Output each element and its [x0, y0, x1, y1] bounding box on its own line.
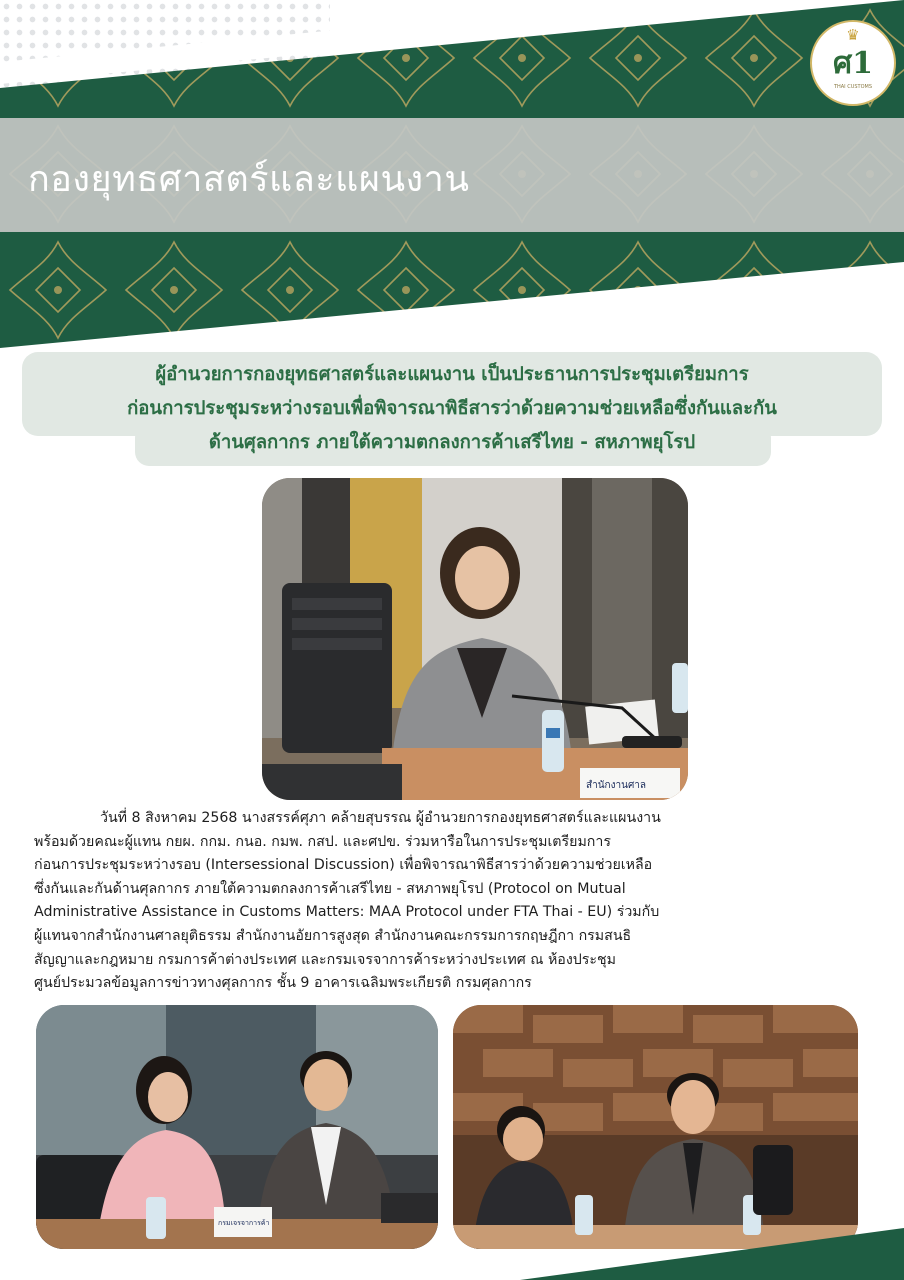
- thai-customs-logo: [810, 20, 896, 106]
- headline-line-1: ผู้อำนวยการกองยุทธศาสตร์และแผนงาน เป็นประธานการประชุมเตรียมการ: [155, 364, 749, 385]
- body-line-4: ซึ่งกันและกันด้านศุลกากร ภายใต้ความตกลงการค้าเสรีไทย - สหภาพยุโรป (Protocol on Mutual: [34, 880, 626, 897]
- crown-icon: ♛: [846, 26, 860, 44]
- body-line-7: สัญญาและกฎหมาย กรมการค้าต่างประเทศ และกรมเจรจาการค้าระหว่างประเทศ ณ ห้องประชุม: [34, 951, 616, 968]
- department-title: กองยุทธศาสตร์และแผนงาน: [28, 159, 470, 200]
- logo-mark: ศ1: [833, 46, 873, 81]
- body-line-5: Administrative Assistance in Customs Matters: MAA Protocol under FTA Thai - EU) ร่วมกับ: [34, 904, 660, 921]
- logo-text: THAI CUSTOMS: [833, 84, 873, 90]
- body-line-8: ศูนย์ประมวลข้อมูลการข่าวทางศุลกากร ชั้น 9 อาคารเฉลิมพระเกียรติ กรมศุลกากร: [34, 975, 532, 992]
- body-line-1: วันที่ 8 สิงหาคม 2568 นางสรรค์ศุภา คล้ายสุบรรณ ผู้อำนวยการกองยุทธศาสตร์และแผนงาน: [100, 810, 661, 826]
- body-line-6: ผู้แทนจากสำนักงานศาลยุติธรรม สำนักงานอัยการสูงสุด สำนักงานคณะกรรมการกฤษฎีกา กรมสนธิ: [34, 927, 632, 944]
- headline: [22, 358, 882, 460]
- headline-line-2: ก่อนการประชุมระหว่างรอบเพื่อพิจารณาพิธีสารว่าด้วยความช่วยเหลือซึ่งกันและกัน: [127, 398, 777, 419]
- main-meeting-photo: [262, 478, 688, 800]
- body-line-3: ก่อนการประชุมระหว่างรอบ (Intersessional Discussion) เพื่อพิจารณาพิธีสารว่าด้วยความช่วยเหลือ: [34, 857, 653, 874]
- body-text: [34, 807, 868, 996]
- main-photo-name-plate: สำนักงานศาล: [586, 780, 647, 791]
- footer-corner-decoration: [0, 1210, 904, 1280]
- left-photo-name-plate: กรมเจรจาการค้า: [218, 1219, 270, 1227]
- headline-line-3: ด้านศุลกากร ภายใต้ความตกลงการค้าเสรีไทย - สหภาพยุโรป: [208, 432, 696, 453]
- body-line-2: พร้อมด้วยคณะผู้แทน กยผ. กกม. กนอ. กมพ. กสป. และศปข. ร่วมหารือในการประชุมเตรียมการ: [34, 833, 611, 850]
